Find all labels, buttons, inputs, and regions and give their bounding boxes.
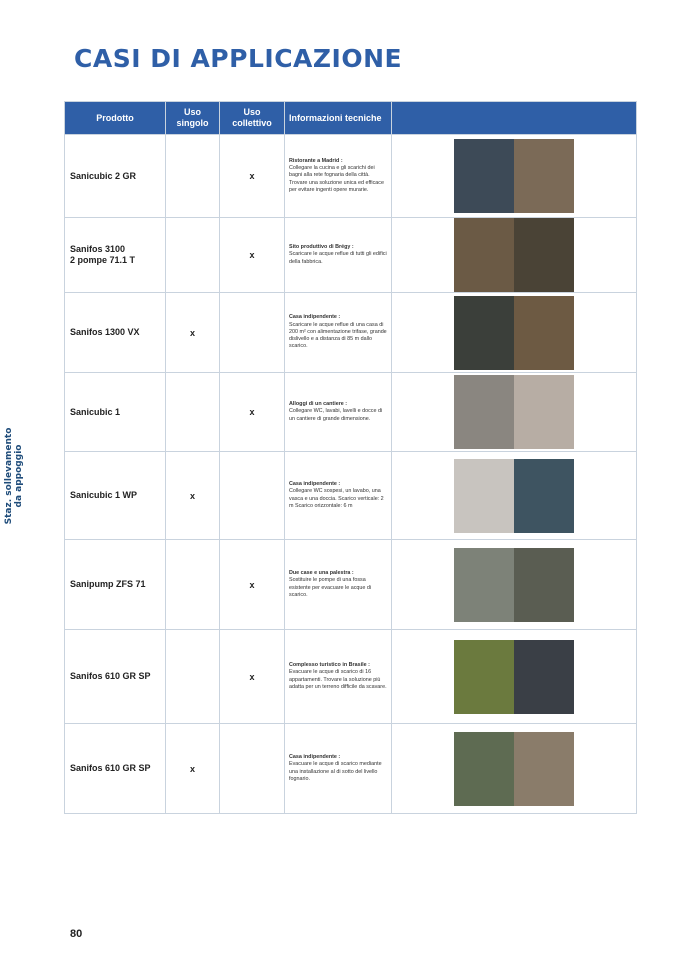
photo-right: [514, 459, 574, 533]
product-name: Sanicubic 2 GR: [65, 135, 166, 218]
info-text: Collegare la cucina e gli scarichi dei bagni alla rete fognaria della città. Trovare una soluzione unica ed efficace per evitare ingenti opere murarie.: [289, 165, 384, 193]
info-title: Alloggi di un cantiere :: [289, 401, 348, 408]
uso-singolo-mark: [166, 135, 220, 218]
photo-left: [454, 139, 514, 213]
side-label-line-2: da appoggio: [14, 444, 24, 508]
photo-cell: [392, 724, 637, 814]
technical-info: [285, 218, 392, 293]
uso-collettivo-mark: x: [220, 218, 285, 293]
uso-collettivo-mark: [220, 293, 285, 373]
table-header-row: [65, 102, 637, 135]
photo-left: [454, 296, 514, 370]
photo-left: [454, 459, 514, 533]
uso-singolo-mark: x: [166, 452, 220, 540]
info-text: Sostituire le pompe di una fossa esistente per evacuare le acque di scarico.: [289, 577, 372, 598]
photo-right: [514, 139, 574, 213]
page-title: CASI DI APPLICAZIONE: [74, 44, 403, 73]
photo-right: [514, 296, 574, 370]
photo-right: [514, 640, 574, 714]
header-informazioni-tecniche: Informazioni tecniche: [285, 102, 392, 135]
table-row: [65, 630, 637, 724]
installation-photo: [454, 296, 574, 370]
product-name: Sanipump ZFS 71: [65, 540, 166, 630]
uso-collettivo-mark: x: [220, 630, 285, 724]
uso-singolo-mark: [166, 218, 220, 293]
table-row: [65, 218, 637, 293]
uso-collettivo-mark: [220, 724, 285, 814]
info-title: Due case e una palestra :: [289, 570, 354, 577]
photo-cell: [392, 630, 637, 724]
photo-cell: [392, 540, 637, 630]
page-number: 80: [70, 928, 83, 940]
info-text: Collegare WC sospesi, un lavabo, una vasca e una doccia. Scarico verticale: 2 m Scarico orizzontale: 6 m: [289, 488, 384, 509]
uso-collettivo-mark: x: [220, 135, 285, 218]
photo-left: [454, 548, 514, 622]
uso-collettivo-mark: x: [220, 540, 285, 630]
side-section-label: [4, 426, 28, 526]
technical-info: [285, 135, 392, 218]
header-photos: [392, 102, 637, 135]
technical-info: [285, 373, 392, 452]
photo-cell: [392, 135, 637, 218]
photo-cell: [392, 373, 637, 452]
info-title: Complesso turistico in Brasile :: [289, 662, 370, 669]
side-label-line-1: Staz. sollevamento: [4, 427, 14, 525]
info-text: Scaricare le acque reflue di tutti gli edifici della fabbrica.: [289, 251, 387, 265]
product-name: Sanifos 1300 VX: [65, 293, 166, 373]
photo-left: [454, 732, 514, 806]
technical-info: [285, 293, 392, 373]
table-row: [65, 540, 637, 630]
uso-collettivo-mark: x: [220, 373, 285, 452]
installation-photo: [454, 459, 574, 533]
technical-info: [285, 452, 392, 540]
applications-table: [64, 101, 637, 814]
installation-photo: [454, 375, 574, 449]
info-text: Evacuare le acque di scarico mediante una installazione al di sotto del livello fognario.: [289, 761, 382, 782]
info-text: Evacuare le acque di scarico di 16 appartamenti. Trovare la soluzione più adatta per un terreno difficile da scavare.: [289, 669, 387, 690]
uso-singolo-mark: [166, 373, 220, 452]
technical-info: [285, 630, 392, 724]
photo-left: [454, 640, 514, 714]
header-uso-singolo: Uso singolo: [166, 102, 220, 135]
uso-singolo-mark: x: [166, 724, 220, 814]
info-title: Casa indipendente :: [289, 481, 341, 488]
info-title: Sito produttivo di Brégy :: [289, 244, 354, 251]
info-title: Casa indipendente :: [289, 754, 341, 761]
header-prodotto: Prodotto: [65, 102, 166, 135]
photo-right: [514, 548, 574, 622]
technical-info: [285, 540, 392, 630]
table-row: [65, 293, 637, 373]
technical-info: [285, 724, 392, 814]
photo-left: [454, 375, 514, 449]
table-row: [65, 452, 637, 540]
photo-cell: [392, 452, 637, 540]
table-row: [65, 373, 637, 452]
installation-photo: [454, 218, 574, 292]
table-row: [65, 724, 637, 814]
info-title: Ristorante a Madrid :: [289, 157, 343, 164]
table-body: [65, 135, 637, 814]
info-title: Casa indipendente :: [289, 314, 341, 321]
table-row: [65, 135, 637, 218]
product-name: Sanifos 610 GR SP: [65, 724, 166, 814]
uso-singolo-mark: [166, 540, 220, 630]
info-text: Collegare WC, lavabi, lavelli e docce di un cantiere di grande dimensione.: [289, 408, 383, 422]
photo-cell: [392, 218, 637, 293]
photo-cell: [392, 293, 637, 373]
uso-collettivo-mark: [220, 452, 285, 540]
installation-photo: [454, 640, 574, 714]
installation-photo: [454, 732, 574, 806]
product-name: Sanifos 610 GR SP: [65, 630, 166, 724]
product-name: Sanicubic 1: [65, 373, 166, 452]
installation-photo: [454, 548, 574, 622]
header-uso-collettivo: Uso collettivo: [220, 102, 285, 135]
info-text: Scaricare le acque reflue di una casa di 200 m² con alimentazione trifase, grande dislivello e a distanza di 85 m dallo scarico.: [289, 321, 387, 350]
installation-photo: [454, 139, 574, 213]
photo-right: [514, 732, 574, 806]
photo-right: [514, 218, 574, 292]
uso-singolo-mark: x: [166, 293, 220, 373]
product-name: Sanifos 3100 2 pompe 71.1 T: [65, 218, 166, 293]
photo-left: [454, 218, 514, 292]
product-name: Sanicubic 1 WP: [65, 452, 166, 540]
uso-singolo-mark: [166, 630, 220, 724]
photo-right: [514, 375, 574, 449]
